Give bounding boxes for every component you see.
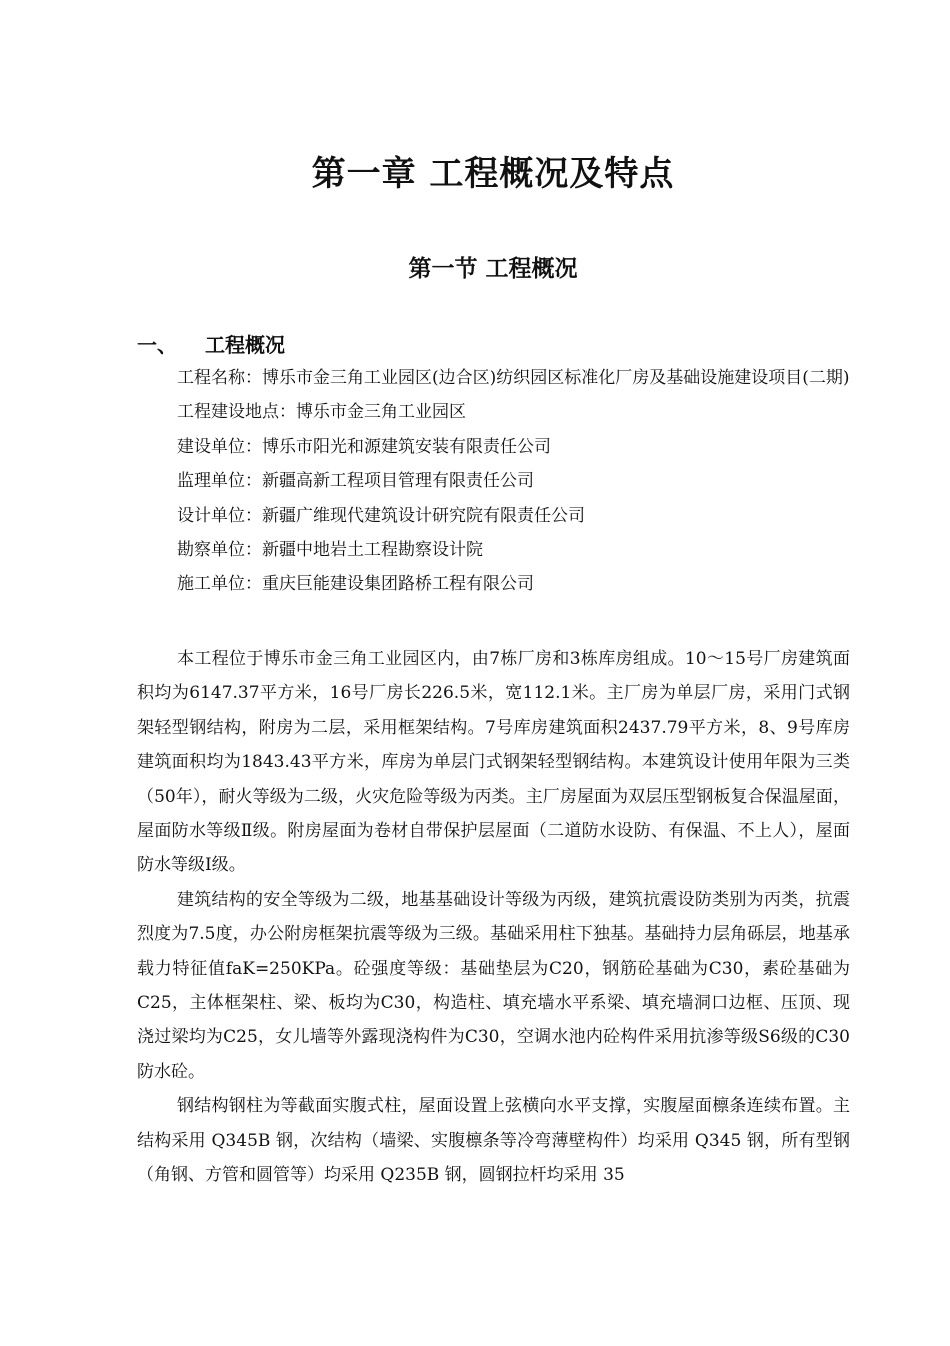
subsection-title: 工程概况: [205, 333, 285, 357]
supervision-unit-line: 监理单位：新疆高新工程项目管理有限责任公司: [177, 471, 534, 492]
project-location-line: 工程建设地点：博乐市金三角工业园区: [177, 402, 466, 423]
chapter-title: 第一章 工程概况及特点: [311, 154, 675, 194]
paragraph-structure: 建筑结构的安全等级为二级，地基基础设计等级为丙级，建筑抗震设防类别为丙类，抗震烈度为7.5度，办公附房框架抗震等级为三级。基础采用柱下独基。基础持力层角砾层，地基承载力特征值faK=250KPa。砼强度等级：基础垫层为C20，钢筋砼基础为C30，素砼基础为C25，主体框架柱、梁、板均为C30，构造柱、填充墙水平系梁、填充墙洞口边框、压顶、现浇过梁均为C25，女儿墙等外露现浇构件为C30，空调水池内砼构件采用抗渗等级S6级的C30防水砼。: [137, 889, 850, 1082]
construction-unit-line: 建设单位：博乐市阳光和源建筑安装有限责任公司: [177, 436, 551, 457]
project-description: [137, 642, 850, 1193]
survey-unit-line: 勘察单位：新疆中地岩土工程勘察设计院: [177, 540, 483, 561]
paragraph-steel-structure: 钢结构钢柱为等截面实腹式柱，屋面设置上弦横向水平支撑，实腹屋面檩条连续布置。主结构采用 Q345B 钢，次结构（墙梁、实腹檩条等冷弯薄壁构件）均采用 Q345 钢，所有型钢（角钢、方管和圆管等）均采用 Q235B 钢，圆钢拉杆均采用 35: [137, 1096, 850, 1186]
contractor-unit-line: 施工单位：重庆巨能建设集团路桥工程有限公司: [177, 574, 534, 595]
project-info-block: [137, 361, 850, 602]
subsection-number: 一、: [137, 333, 177, 357]
design-unit-line: 设计单位：新疆广维现代建筑设计研究院有限责任公司: [177, 505, 585, 526]
subsection-heading: [137, 329, 285, 358]
project-name-line: 工程名称：博乐市金三角工业园区(边合区)纺织园区标准化厂房及基础设施建设项目(二期): [177, 368, 850, 388]
section-title: 第一节 工程概况: [408, 255, 578, 282]
paragraph-overview: 本工程位于博乐市金三角工业园区内，由7栋厂房和3栋库房组成。10～15号厂房建筑面积均为6147.37平方米，16号厂房长226.5米，宽112.1米。主厂房为单层厂房，采用门式钢架轻型钢结构，附房为二层，采用框架结构。7号库房建筑面积2437.79平方米，8、9号库房建筑面积均为1843.43平方米，库房为单层门式钢架轻型钢结构。本建筑设计使用年限为三类（50年），耐火等级为二级，火灾危险等级为丙类。主厂房屋面为双层压型钢板复合保温屋面，屋面防水等级Ⅱ级。附房屋面为卷材自带保护层屋面（二道防水设防、有保温、不上人），屋面防水等级Ⅰ级。: [137, 649, 850, 876]
